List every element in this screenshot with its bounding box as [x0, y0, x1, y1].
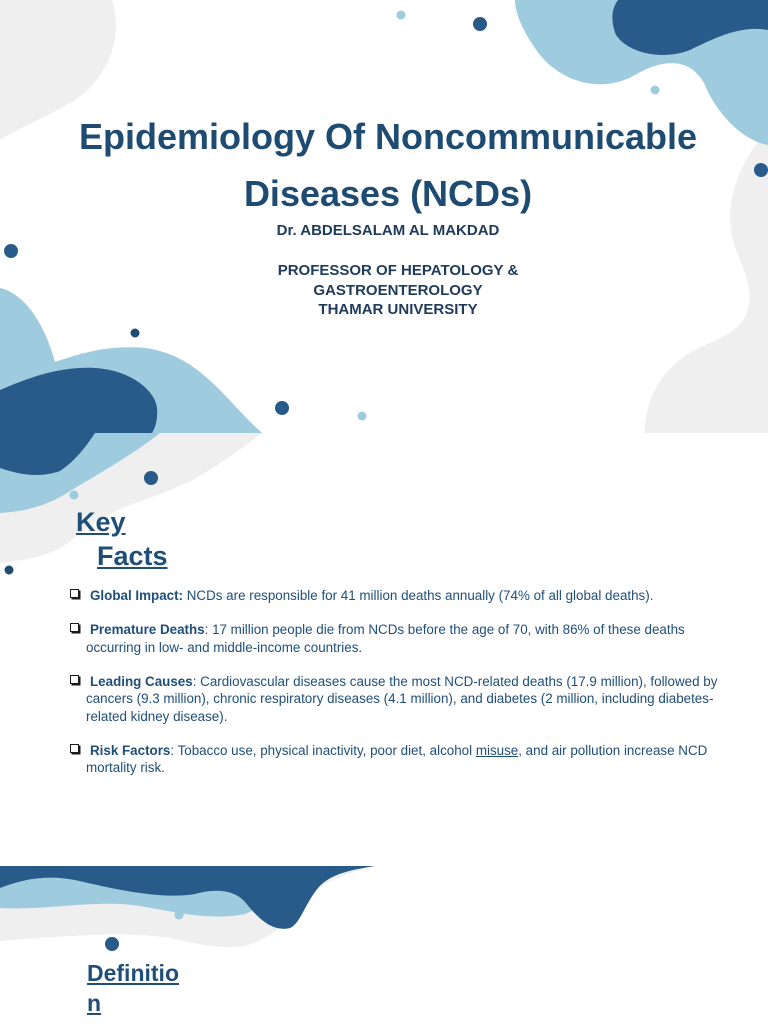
- affiliation-line: PROFESSOR OF HEPATOLOGY &: [277, 262, 519, 279]
- fact-label: Global Impact:: [90, 588, 184, 603]
- presentation-title: [40, 108, 736, 222]
- fact-label: Leading Causes: [90, 673, 193, 689]
- author-name: Dr. ABDELSALAM AL MAKDAD: [276, 222, 500, 239]
- definition-heading: [87, 958, 179, 1018]
- fact-text: : Cardiovascular diseases cause the most NCD-related deaths (17.9 million), followed by cancers (9.3 million), chronic respiratory diseases (4.1 million), and diabetes (2 million, including diabetes-related kidney disease).: [86, 673, 718, 724]
- list-item: [68, 742, 738, 777]
- key-facts-heading: [76, 505, 168, 573]
- heading-line: Key: [76, 507, 126, 537]
- checkbox-bullet-icon: [70, 744, 79, 753]
- affiliation-line: GASTROENTEROLOGY: [313, 281, 483, 299]
- title-line-2: Diseases (NCDs): [243, 173, 533, 214]
- list-item: [68, 587, 738, 605]
- affiliation-line: THAMAR UNIVERSITY: [318, 301, 478, 318]
- key-facts-slide: [0, 433, 768, 866]
- checkbox-bullet-icon: [70, 589, 79, 598]
- affiliation: [230, 261, 566, 320]
- checkbox-bullet-icon: [70, 675, 79, 684]
- checkbox-bullet-icon: [70, 623, 79, 632]
- fact-text: , and air pollution increase NCD mortality risk.: [86, 742, 708, 775]
- heading-line: n: [87, 990, 102, 1016]
- fact-text: : Tobacco use, physical inactivity, poor diet, alcohol: [170, 742, 476, 758]
- fact-text: : 17 million people die from NCDs before the age of 70, with 86% of these deaths occurring in low- and middle-income countries.: [86, 622, 685, 655]
- title-slide: [0, 0, 768, 433]
- underlined-word: misuse: [475, 742, 519, 758]
- fact-label: Risk Factors: [90, 742, 171, 758]
- heading-line: Definitio: [87, 960, 179, 986]
- title-line-1: Epidemiology Of Noncommunicable: [78, 116, 698, 157]
- heading-line: Facts: [97, 541, 168, 571]
- fact-text: NCDs are responsible for 41 million deaths annually (74% of all global deaths).: [183, 588, 654, 603]
- list-item: [68, 621, 738, 656]
- fact-label: Premature Deaths: [90, 622, 205, 637]
- definition-slide: [0, 866, 768, 1024]
- list-item: [68, 673, 738, 726]
- key-facts-list: [68, 587, 738, 793]
